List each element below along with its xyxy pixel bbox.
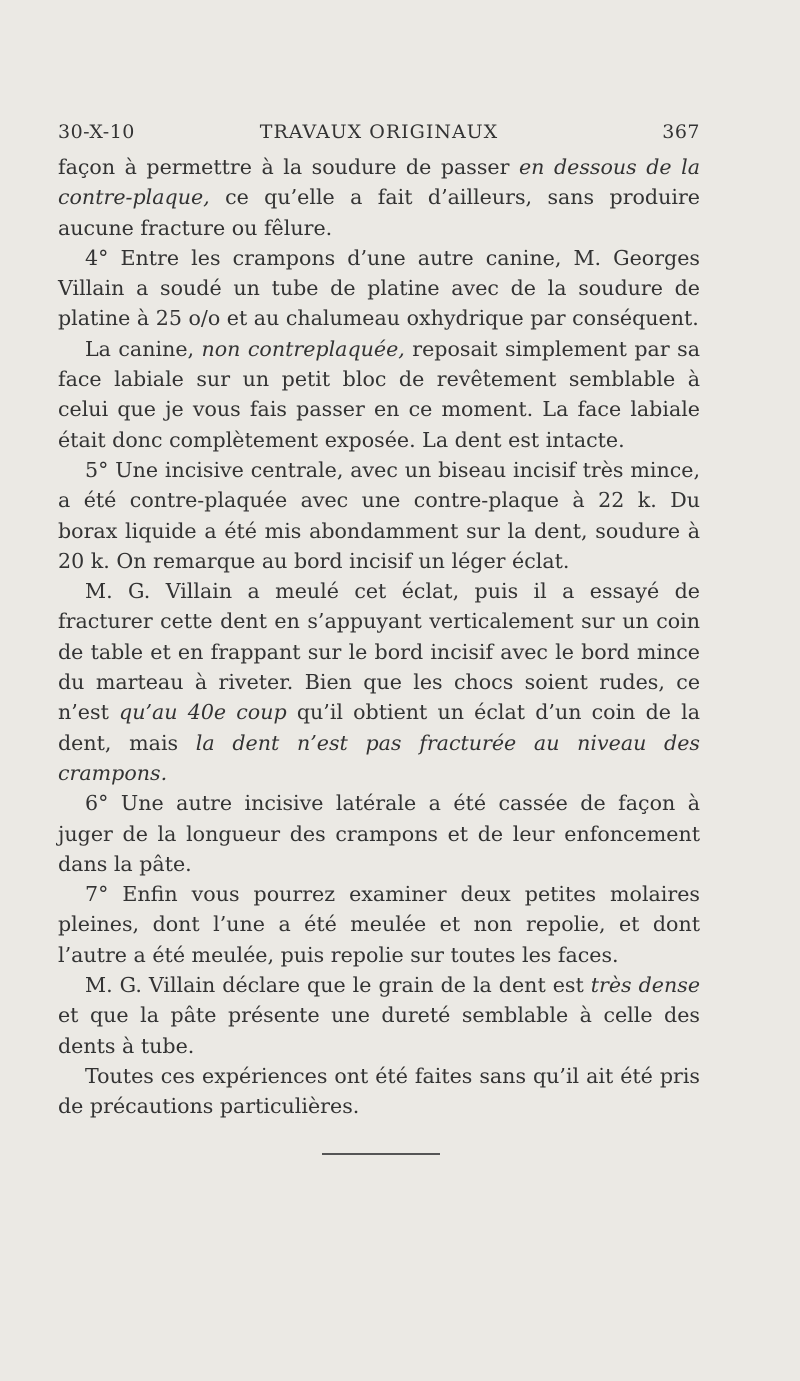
paragraph-3-text-c: reposait simplement par sa face labiale sur un petit bloc de revêtement semblable à celui que je vous fais passer en ce moment. La face labiale était donc complètement exposée. La dent est intacte. xyxy=(58,336,700,452)
paragraph-3 xyxy=(58,334,700,455)
paragraph-1-emphasis: en dessous de la contre-plaque, xyxy=(58,155,700,210)
closing-rule xyxy=(322,1153,440,1155)
paragraph-3-text-a: La canine, xyxy=(85,336,202,361)
running-header xyxy=(58,121,700,149)
paragraph-6: 6° Une autre incisive latérale a été cassée de façon à juger de la longueur des crampons et de leur enfoncement dans la pâte. xyxy=(58,791,700,876)
paragraph-1-text-a: façon à permettre à la soudure de passer xyxy=(58,155,519,179)
paragraph-5-text-a: M. G. Villain a meulé cet éclat, puis il a essayé de fracturer cette dent en s’appuyant verticalement sur un coin de table et en frappant sur le bord incisif avec le bord mince du marteau à riveter. Bien que les chocs soient rudes, ce n’est xyxy=(58,579,700,725)
paragraph-8-text-c: et que la pâte présente une dureté semblable à celle des dents à tube. xyxy=(58,1003,700,1058)
paragraph-8-emphasis: très dense xyxy=(590,973,701,998)
paragraph-9: Toutes ces expériences ont été faites sans qu’il ait été pris de précautions particulières. xyxy=(58,1063,700,1119)
paragraph-3-emphasis: non contreplaquée, xyxy=(201,336,405,361)
page-number: 367 xyxy=(662,121,700,143)
body-text xyxy=(58,152,700,1122)
paragraph-7: 7° Enfin vous pourrez examiner deux petites molaires pleines, dont l’une a été meulée et non repolie, et dont l’autre a été meulée, puis repolie sur toutes les faces. xyxy=(58,882,700,967)
paragraph-5-emphasis-1: qu’au 40e coup xyxy=(119,700,287,725)
paragraph-5 xyxy=(58,576,700,788)
header-title: TRAVAUX ORIGINAUX xyxy=(259,121,499,143)
paragraph-1-text-c: ce qu’elle a fait d’ailleurs, sans produire aucune fracture ou fêlure. xyxy=(58,185,700,240)
paragraph-8-text-a: M. G. Villain déclare que le grain de la dent est xyxy=(85,973,591,998)
paragraph-5-text-c: qu’il obtient un éclat d’un coin de la dent, mais xyxy=(58,700,700,755)
header-date: 30-X-10 xyxy=(58,121,135,143)
paragraph-8 xyxy=(58,970,700,1061)
paragraph-2: 4° Entre les crampons d’une autre canine, M. Georges Villain a soudé un tube de platine avec de la soudure de platine à 25 o/o et au chalumeau oxhydrique par conséquent. xyxy=(58,245,700,331)
paragraph-4: 5° Une incisive centrale, avec un biseau incisif très mince, a été contre-plaquée avec une contre-plaque à 22 k. Du borax liquide a été mis abondamment sur la dent, soudure à 20 k. On remarque au bord incisif un léger éclat. xyxy=(58,457,700,573)
paragraph-5-emphasis-2: la dent n’est pas fracturée au niveau des crampons. xyxy=(58,730,700,785)
paragraph-1 xyxy=(58,152,700,243)
